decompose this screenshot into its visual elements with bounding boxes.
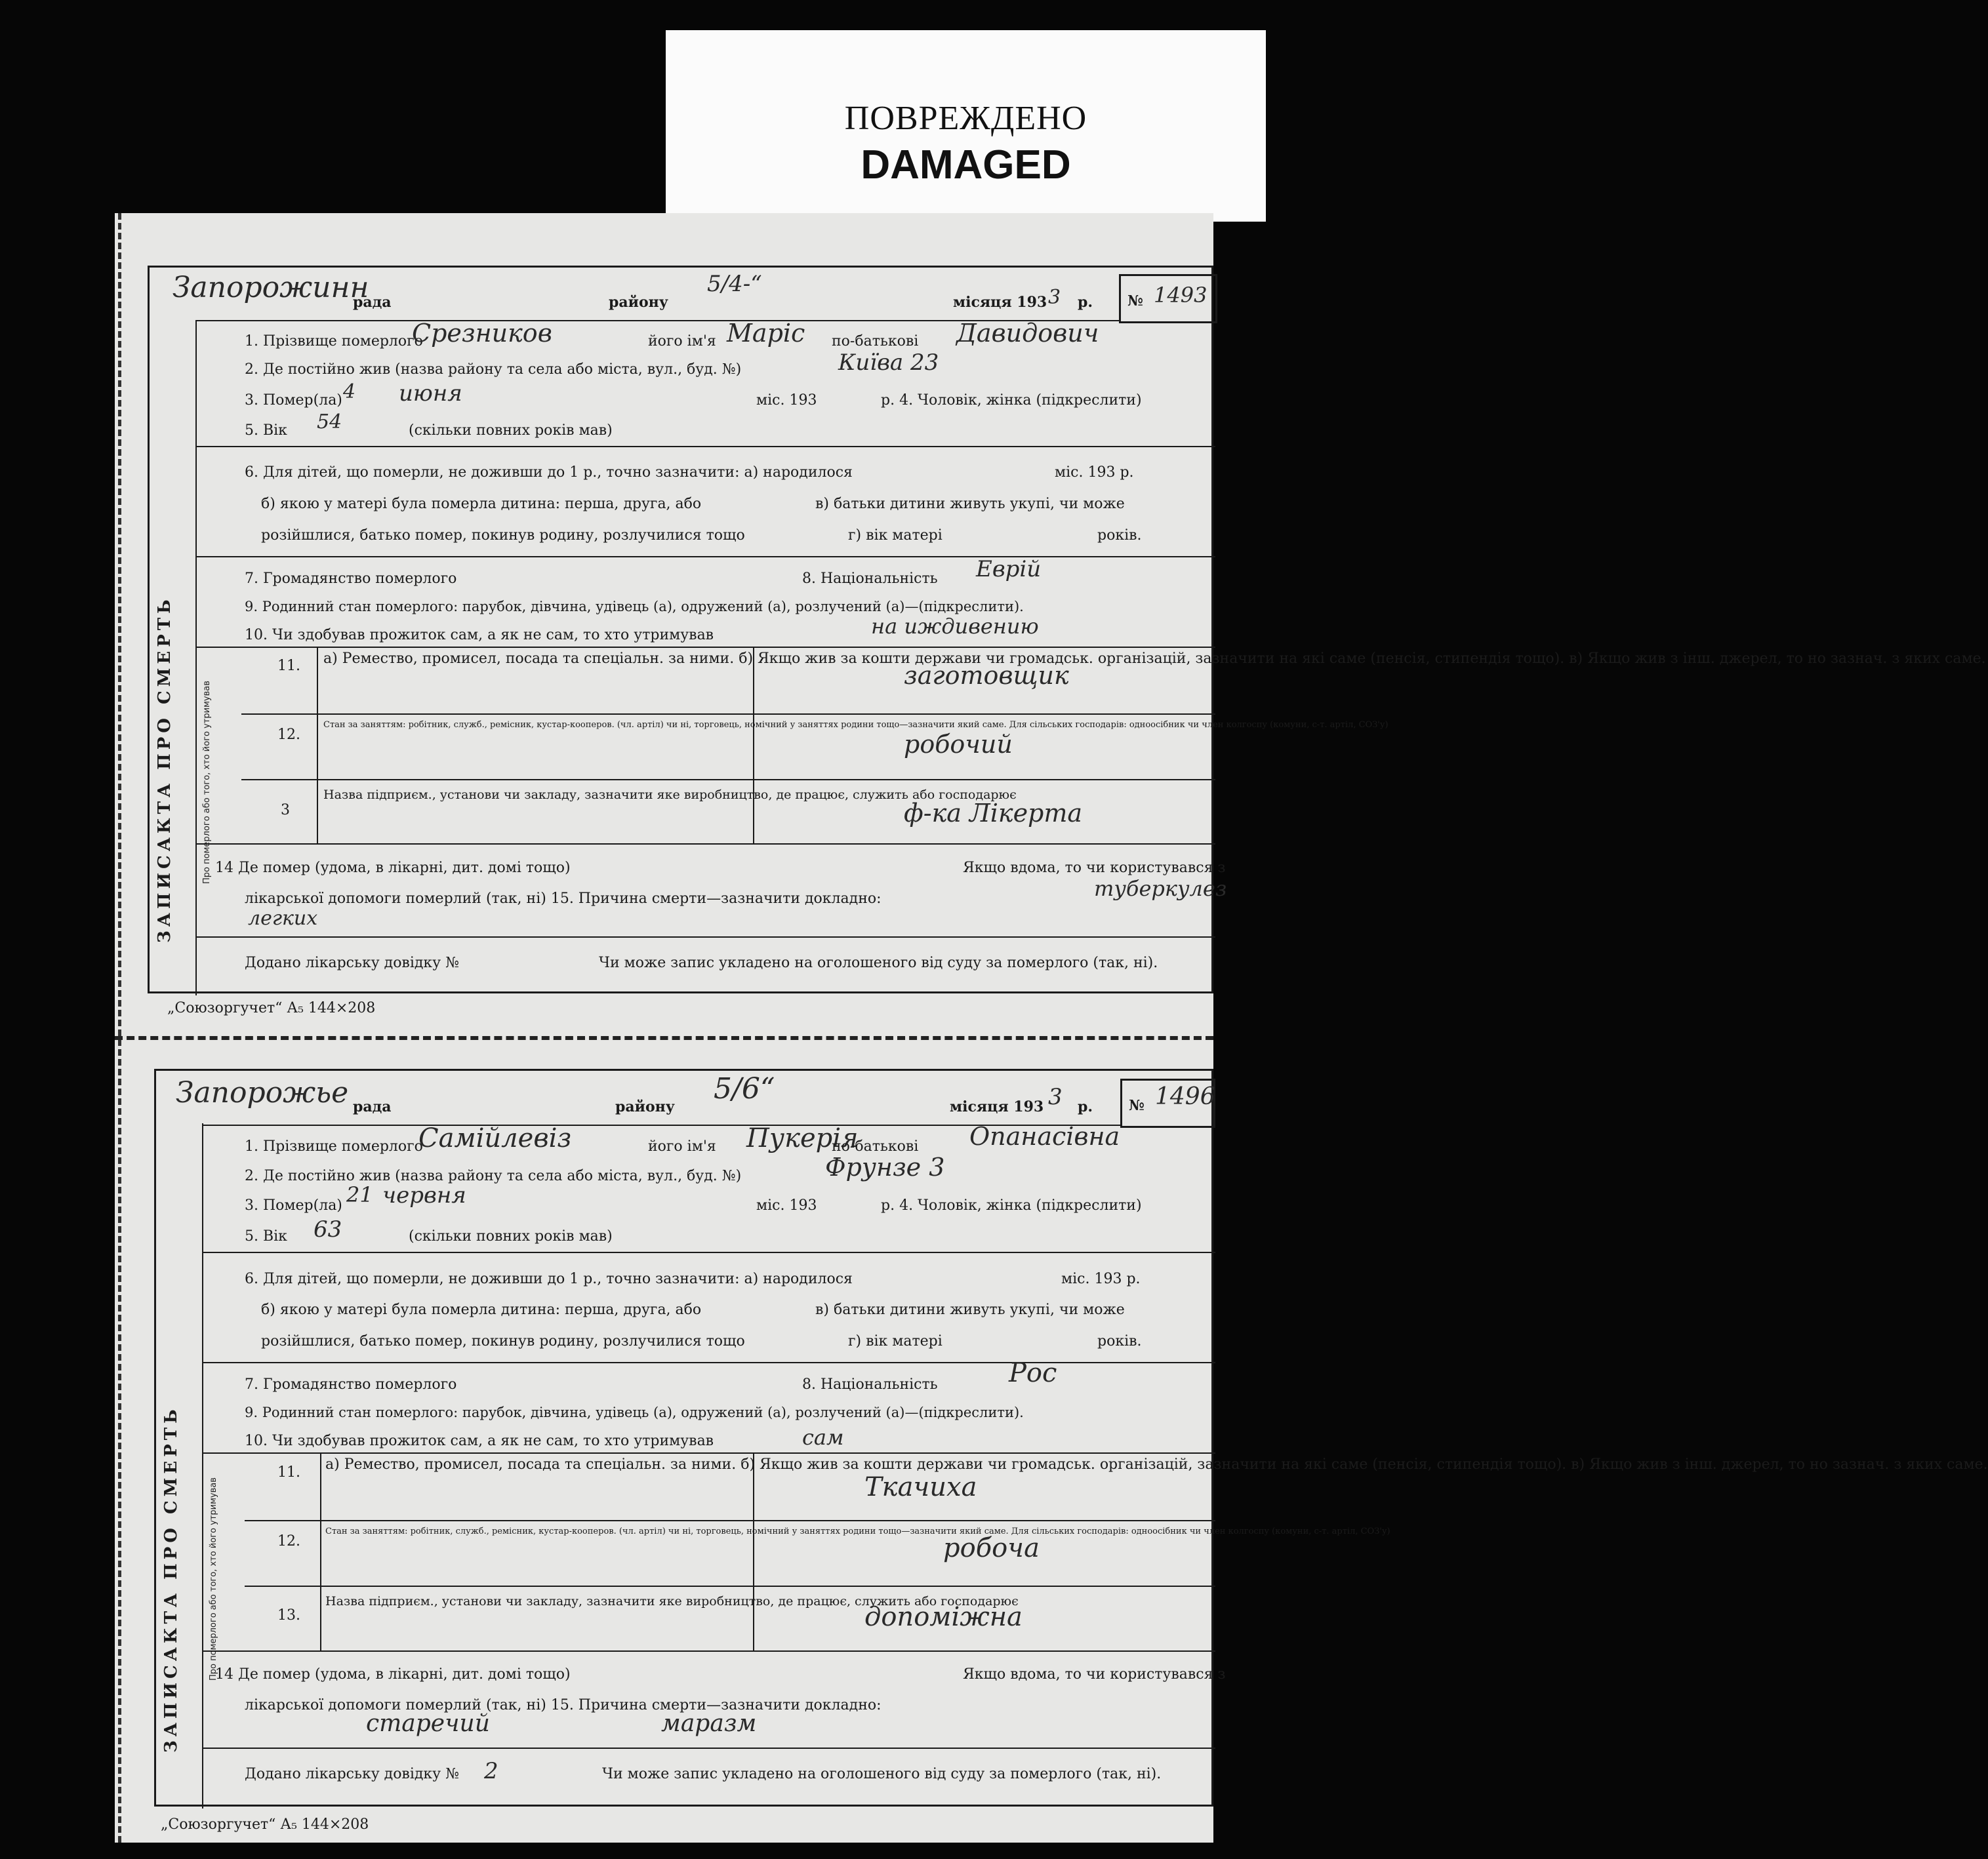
- damaged-stamp-en: DAMAGED: [861, 142, 1071, 188]
- side-label: ЗАПИСАКТА ПРО СМЕРТЬ: [161, 1405, 181, 1753]
- side-label: ЗАПИСАКТА ПРО СМЕРТЬ: [155, 595, 174, 943]
- record-number-box: № 1493: [1119, 274, 1217, 323]
- damaged-stamp-ua: ПОВРЕЖДЕНО: [844, 100, 1087, 137]
- side-small-label: Про померлого або того, хто його утримував: [202, 681, 212, 884]
- council-hand: Запорожинн: [172, 271, 369, 304]
- side-small-label: Про померлого або того, хто його утримував: [209, 1477, 218, 1681]
- perforation-left: [118, 213, 121, 1843]
- perforation-middle: [115, 1036, 1213, 1040]
- council-hand: Запорожье: [176, 1076, 349, 1109]
- printer-mark-2: „Союзоргучет“ А₅ 144×208: [161, 1816, 369, 1833]
- death-record-form-1: ЗАПИСАКТА ПРО СМЕРТЬ Про померлого або того, хто його утримував Запорожинн рада району 5/4-“ місяця 193 3 р. № 1493 1. Прізвище померлого Срезников його ім'я Маріс по-батькові Давидович 2. Де постійно жив (назва району та села або міста, вул., буд. №) Київа 23 3. Помер(ла) 4 июня міс. 193 р. 4. Чоловік, жінка (підкреслити) 5. Вік 54 (скільки повних років мав) 6. Для дітей, що померли, не доживши до 1 р., точно зазначити: а) народилося міс. 193 р. б) якою у матері була померла дитина: перша, друга, або в) батьки дитини живуть укупі, чи може розійшлися, батько помер, покинув родину, розлучилися тощо г) вік матері років. 7. Громадянство померлого 8. Національність Еврій 9. Родинний стан померлого: парубок, дівчина, удівець (а), одружений (а), розлучений (а)—(підкреслити). 10. Чи здобував прожиток сам, а як не сам, то хто утримував на иждивению 11. а) Ремество, промисел, посада та спеціальн. за ними. б) Якщо жив за кошти держави чи громадськ. організацій, зазначити на які саме (пенсія, стипендія тощо). в) Якщо жив з інш. джерел, то но зазнач. з яких саме. заготовщик 12. Стан за заняттям: робітник, служб., ремісник, кустар-кооперов. (чл. артіл) чи ні, торговець, номічний у заняттях родини тощо—зазначити який саме. Для сільських господарів: одноосібник чи член колгоспу (комуни, с-т. артіл, СОЗ'у) робочий 3 Назва підприєм., установи чи закладу, зазначити яке виробництво, де працює, служить або господарює ф-ка Лікерта 14 Де помер (удома, в лікарні, дит. домі тощо) Якщо вдома, то чи користувався з лікарської допомоги померлий (так, ні) 15. Причина смерти—зазначити докладно: туберкулез легких Додано лікарську довідку № Чи може запис укладено на оголошеного від суду за померлого (так, ні).: [148, 266, 1213, 993]
- document-sheet: [115, 213, 1988, 1843]
- record-number-box: № 1496: [1120, 1079, 1215, 1128]
- printer-mark-1: „Союзоргучет“ А₅ 144×208: [167, 1000, 376, 1016]
- damaged-stamp: [666, 30, 1266, 222]
- death-record-form-2: ЗАПИСАКТА ПРО СМЕРТЬ Про померлого або того, хто його утримував Запорожье рада району 5/6“ місяця 193 3 р. № 1496 1. Прізвище померлого Самійлевіз його ім'я Пукерія по-батькові Опанасівна 2. Де постійно жив (назва району та села або міста, вул., буд. №) Фрунзе 3 3. Помер(ла) 21 червня міс. 193 р. 4. Чоловік, жінка (підкреслити) 5. Вік 63 (скільки повних років мав) 6. Для дітей, що померли, не доживши до 1 р., точно зазначити: а) народилося міс. 193 р. б) якою у матері була померла дитина: перша, друга, або в) батьки дитини живуть укупі, чи може розійшлися, батько помер, покинув родину, розлучилися тощо г) вік матері років. 7. Громадянство померлого 8. Національність Рос 9. Родинний стан померлого: парубок, дівчина, удівець (а), одружений (а), розлучений (а)—(підкреслити). 10. Чи здобував прожиток сам, а як не сам, то хто утримував сам 11. а) Ремество, промисел, посада та спеціальн. за ними. б) Якщо жив за кошти держави чи громадськ. організацій, зазначити на які саме (пенсія, стипендія тощо). в) Якщо жив з інш. джерел, то но зазнач. з яких саме. Ткачиха 12. Стан за заняттям: робітник, служб., ремісник, кустар-кооперов. (чл. артіл) чи ні, торговець, номічний у заняттях родини тощо—зазначити який саме. Для сільських господарів: одноосібник чи член колгоспу (комуни, с-т. артіл, СОЗ'у) робоча 13. Назва підприєм., установи чи закладу, зазначити яке виробництво, де працює, служить або господарює допоміжна 14 Де помер (удома, в лікарні, дит. домі тощо) Якщо вдома, то чи користувався з лікарської допомоги померлий (так, ні) 15. Причина смерти—зазначити докладно: старечий маразм Додано лікарську довідку № 2 Чи може запис укладено на оголошеного від суду за померлого (так, ні).: [154, 1069, 1213, 1807]
